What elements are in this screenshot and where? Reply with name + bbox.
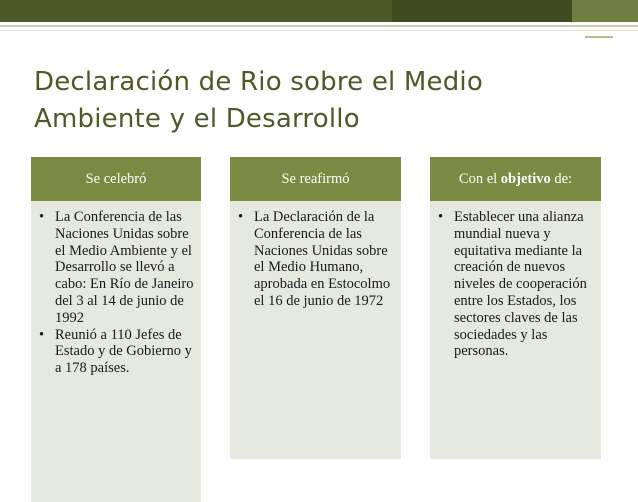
column-header-suffix: de: <box>550 170 573 187</box>
column-header-bold: objetivo <box>500 170 551 187</box>
column-header: Se reafirmó <box>230 157 401 201</box>
bullet-list <box>438 209 595 360</box>
column-header: Se celebró <box>31 157 201 201</box>
top-divider-tick <box>585 36 613 38</box>
column-header-prefix: Con el <box>458 170 501 187</box>
top-bar-segment <box>572 0 638 22</box>
list-item: • Reunió a 110 Jefes de Estado y de Gobierno y a 178 países. <box>39 327 195 377</box>
top-divider-line <box>0 30 638 31</box>
top-decorative-bar <box>0 0 638 22</box>
column-body <box>31 201 201 502</box>
top-bar-segment <box>0 0 392 22</box>
column-body <box>430 201 601 459</box>
column-objetivo <box>430 157 601 459</box>
list-item: • La Conferencia de las Naciones Unidas sobre el Medio Ambiente y el Desarrollo se llevó a cabo: En Río de Janeiro del 3 al 14 de junio de 1992 <box>39 209 195 327</box>
column-se-reafirmo <box>230 157 401 459</box>
bullet-list <box>39 209 195 377</box>
top-bar-segment <box>392 0 572 22</box>
top-divider-line <box>0 25 638 27</box>
slide-title: Declaración de Rio sobre el Medio Ambiente y el Desarrollo <box>34 67 483 134</box>
bullet-list <box>238 209 395 310</box>
column-body <box>230 201 401 459</box>
list-item: • La Declaración de la Conferencia de las Naciones Unidas sobre el Medio Humano, aprobada en Estocolmo el 16 de junio de 1972 <box>238 209 395 310</box>
list-item: • Establecer una alianza mundial nueva y equitativa mediante la creación de nuevos niveles de cooperación entre los Estados, los sectores claves de las sociedades y las personas. <box>438 209 595 360</box>
column-header <box>430 157 601 201</box>
column-se-celebro <box>31 157 201 502</box>
